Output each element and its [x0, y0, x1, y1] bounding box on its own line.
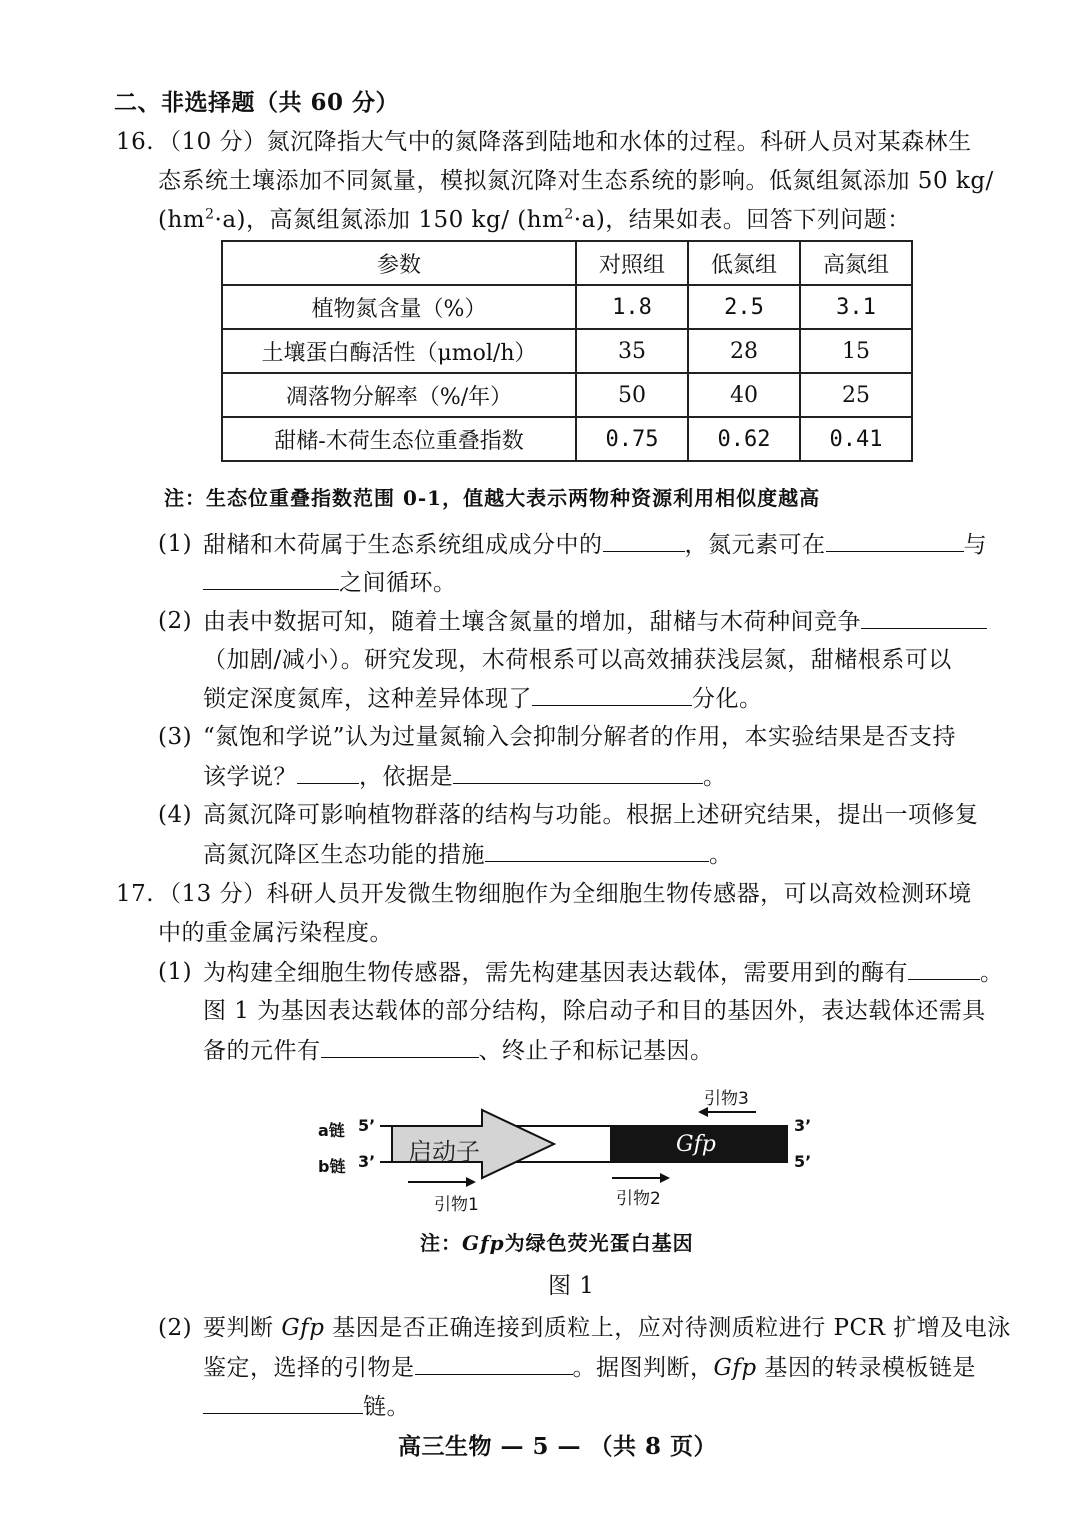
q16-part4-line2: 高氮沉降区生态功能的措施 。 [203, 839, 733, 870]
q16-part1-line1: 甜槠和木荷属于生态系统组成成分中的 ，氮元素可在 与 [203, 529, 987, 560]
q16-part2-line2: （加剧/减小）。研究发现，木荷根系可以高效捕获浅层氮，甜槠根系可以 [203, 647, 952, 673]
a-chain-label: a链 [318, 1121, 345, 1140]
b-chain-three-prime: 3’ [358, 1152, 376, 1171]
table-cell: 15 [800, 329, 912, 373]
table-cell: 甜槠-木荷生态位重叠指数 [222, 417, 576, 461]
table-row [222, 329, 912, 373]
q17-part1-line2: 图 1 为基因表达载体的部分结构，除启动子和目的基因外，表达载体还需具 [203, 998, 986, 1024]
table-header-cell: 低氮组 [688, 241, 800, 285]
primer2-label: 引物2 [616, 1189, 661, 1209]
q16-part3-number: (3) [158, 724, 193, 750]
answer-blank[interactable] [321, 1035, 479, 1058]
q16-part4-line1: 高氮沉降可影响植物群落的结构与功能。根据上述研究结果，提出一项修复 [203, 802, 979, 828]
answer-blank[interactable] [861, 606, 987, 629]
q16-line1: （10 分）氮沉降指大气中的氮降落到陆地和水体的过程。科研人员对某森林生 [158, 129, 972, 155]
table-cell: 0.75 [576, 417, 688, 461]
answer-blank[interactable] [415, 1352, 573, 1375]
primer1-arrowhead-icon [466, 1177, 476, 1187]
q16-part3-line1: “氮饱和学说”认为过量氮输入会抑制分解者的作用，本实验结果是否支持 [203, 724, 957, 750]
figure-1-diagram [310, 1078, 830, 1218]
table-cell: 3.1 [800, 285, 912, 329]
q16-part4-number: (4) [158, 802, 193, 828]
figure-caption: 图 1 [548, 1273, 595, 1299]
q17-part2-line2: 鉴定，选择的引物是 。据图判断，Gfp 基因的转录模板链是 [203, 1352, 976, 1383]
answer-blank[interactable] [826, 529, 964, 552]
table-cell: 1.8 [576, 285, 688, 329]
promoter-label: 启动子 [408, 1138, 480, 1166]
answer-blank[interactable] [297, 761, 359, 784]
page-footer: 高三生物 — 5 — （共 8 页） [398, 1433, 718, 1460]
q16-line2: 态系统土壤添加不同氮量，模拟氮沉降对生态系统的影响。低氮组氮添加 50 kg/ [158, 168, 994, 194]
table-row [222, 417, 912, 461]
q17-line2: 中的重金属污染程度。 [158, 920, 393, 946]
q16-line3: $(hm^2\cdot a)$，高氮组氮添加 150 kg/ $(hm^2\cdot a)$，结果如表。回答下列问题： [158, 206, 911, 233]
q17-part2-line1: 要判断 Gfp 基因是否正确连接到质粒上，应对待测质粒进行 PCR 扩增及电泳 [203, 1315, 1011, 1341]
answer-blank[interactable] [532, 683, 692, 706]
table-cell: 25 [800, 373, 912, 417]
table-header-cell: 高氮组 [800, 241, 912, 285]
a-chain-five-prime: 5’ [358, 1116, 376, 1135]
answer-blank[interactable] [908, 957, 980, 980]
q16-part1-number: (1) [158, 531, 193, 557]
a-chain-three-prime: 3’ [794, 1116, 812, 1135]
q16-part2-line3: 锁定深度氮库，这种差异体现了 分化。 [203, 683, 763, 714]
q16-part2-line1: 由表中数据可知，随着土壤含氮量的增加，甜槠与木荷种间竞争 [203, 606, 987, 637]
q17-number: 17. [116, 881, 155, 907]
table-row [222, 373, 912, 417]
b-chain-label: b链 [318, 1157, 346, 1176]
answer-blank[interactable] [203, 1391, 363, 1414]
q17-part1-line3: 备的元件有 、终止子和标记基因。 [203, 1035, 714, 1066]
primer3-label: 引物3 [704, 1089, 749, 1109]
answer-blank[interactable] [603, 529, 685, 552]
table-note: 注：生态位重叠指数范围 0-1，值越大表示两物种资源利用相似度越高 [164, 486, 821, 510]
table-cell: 35 [576, 329, 688, 373]
table-header-cell: 对照组 [576, 241, 688, 285]
answer-blank[interactable] [203, 567, 339, 590]
q17-part1-number: (1) [158, 959, 193, 985]
primer1-label: 引物1 [434, 1195, 479, 1215]
q17-line1: （13 分）科研人员开发微生物细胞作为全细胞生物传感器，可以高效检测环境 [158, 881, 972, 907]
table-cell: 0.62 [688, 417, 800, 461]
table-row [222, 285, 912, 329]
q16-part3-line2: 该学说？ ，依据是 。 [203, 761, 727, 792]
figure-note: 注：Gfp为绿色荧光蛋白基因 [420, 1231, 694, 1255]
section-title: 二、非选择题（共 60 分） [114, 89, 400, 116]
table-cell: 土壤蛋白酶活性（μmol/h） [222, 329, 576, 373]
table-cell: 40 [688, 373, 800, 417]
table-cell: 50 [576, 373, 688, 417]
q16-part2-number: (2) [158, 608, 193, 634]
table-cell: 28 [688, 329, 800, 373]
b-chain-five-prime: 5’ [794, 1152, 812, 1171]
answer-blank[interactable] [453, 761, 703, 784]
q16-part1-line2: 之间循环。 [203, 567, 457, 598]
table-cell: 凋落物分解率（%/年） [222, 373, 576, 417]
table-header-row [222, 241, 912, 285]
gfp-label: Gfp [676, 1132, 716, 1157]
q17-part2-number: (2) [158, 1315, 193, 1341]
primer2-arrowhead-icon [660, 1173, 670, 1183]
table-cell: 2.5 [688, 285, 800, 329]
table-cell: 植物氮含量（%） [222, 285, 576, 329]
answer-blank[interactable] [485, 839, 709, 862]
table-header-cell: 参数 [222, 241, 576, 285]
q16-number: 16. [116, 129, 155, 155]
q17-part2-line3: 链。 [203, 1391, 410, 1422]
table-cell: 0.41 [800, 417, 912, 461]
results-table [221, 240, 913, 462]
q17-part1-line1: 为构建全细胞生物传感器，需先构建基因表达载体，需要用到的酶有 。 [203, 957, 1004, 988]
